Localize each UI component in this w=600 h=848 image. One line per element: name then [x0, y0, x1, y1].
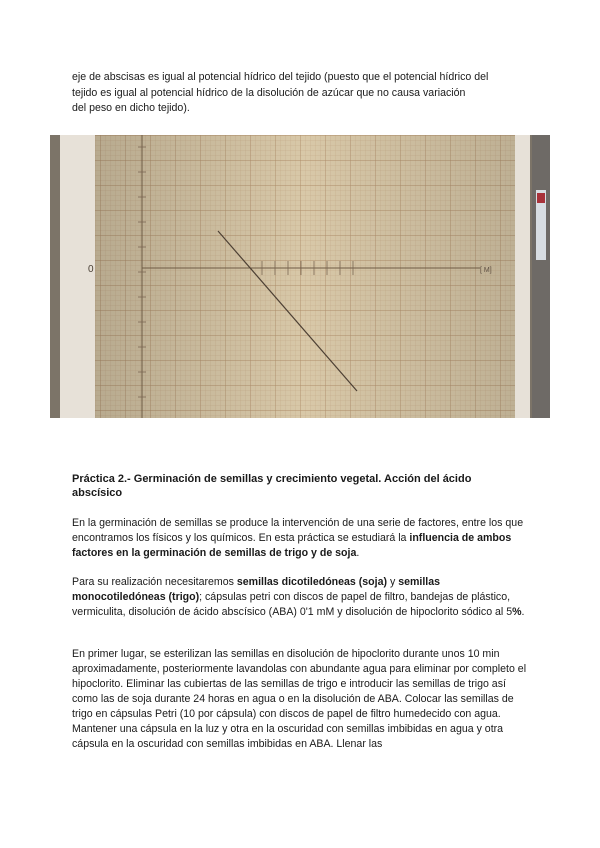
table-edge: [532, 135, 550, 418]
graph-paper-photo: [50, 135, 550, 418]
axis-unit-mark: [ M]: [480, 267, 492, 274]
paragraph-text: y: [387, 576, 399, 588]
intro-line: del peso en dicho tejido).: [72, 102, 190, 114]
paragraph-text: En la germinación de semillas se produce la intervención de una serie de factores, entre los que encontramos los físicos y los químicos. En esta práctica se estudiará la: [72, 517, 524, 544]
intro-line: eje de abscisas es igual al potencial hídrico del tejido (puesto que el potencial hídrico del: [72, 71, 489, 83]
emphasis-text: influencia de ambos factores en la germinación de semillas de trigo y de soja: [72, 532, 512, 559]
paragraph-text: Para su realización necesitaremos: [72, 576, 237, 588]
paragraph-text: .: [356, 547, 360, 559]
paragraph-text: .: [521, 606, 525, 618]
paragraph-introduction: [72, 516, 528, 561]
intro-line: tejido es igual al potencial hídrico de la disolución de azúcar que no causa variación: [72, 86, 466, 99]
paragraph-materials: [72, 575, 528, 620]
section-heading: Práctica 2.- Germinación de semillas y crecimiento vegetal. Acción del ácido abscísico: [72, 473, 472, 499]
emphasis-text: %: [512, 606, 522, 618]
emphasis-text: semillas dicotiledóneas (soja): [236, 576, 388, 588]
graph-paper-image: [50, 135, 550, 418]
paragraph-procedure: En primer lugar, se esterilizan las semillas en disolución de hipoclorito durante unos 10 min aproximadamente, posteriormente lavandolas con abundante agua para eliminar por completo el hipoclorito. Eliminar las cubiertas de las semillas de trigo e introducir las semillas de trigo así como las de soja durante 24 horas en agua o en la disolución de ABA. Colocar las semillas de trigo en cápsulas Petri (10 por cápsula) con discos de papel de filtro humedecido con agua. Mantener una cápsula en la luz y otra en la oscuridad con semillas imbibidas en agua y otra cápsula en la oscuridad con semillas imbibidas en ABA. Llenar las: [72, 648, 527, 750]
intro-paragraph: [72, 70, 532, 117]
red-marker: [537, 193, 545, 203]
paragraph-text: ; cápsulas petri con discos de papel de filtro, bandejas de plástico, vermiculita, disolución de ácido abscísico (ABA) 0'1 mM y disolución de hipoclorito sódico al 5: [72, 591, 513, 618]
axis-origin-label: 0: [88, 264, 94, 275]
graph-paper: [95, 135, 515, 418]
emphasis-text: semillas monocotiledóneas (trigo): [72, 576, 441, 603]
